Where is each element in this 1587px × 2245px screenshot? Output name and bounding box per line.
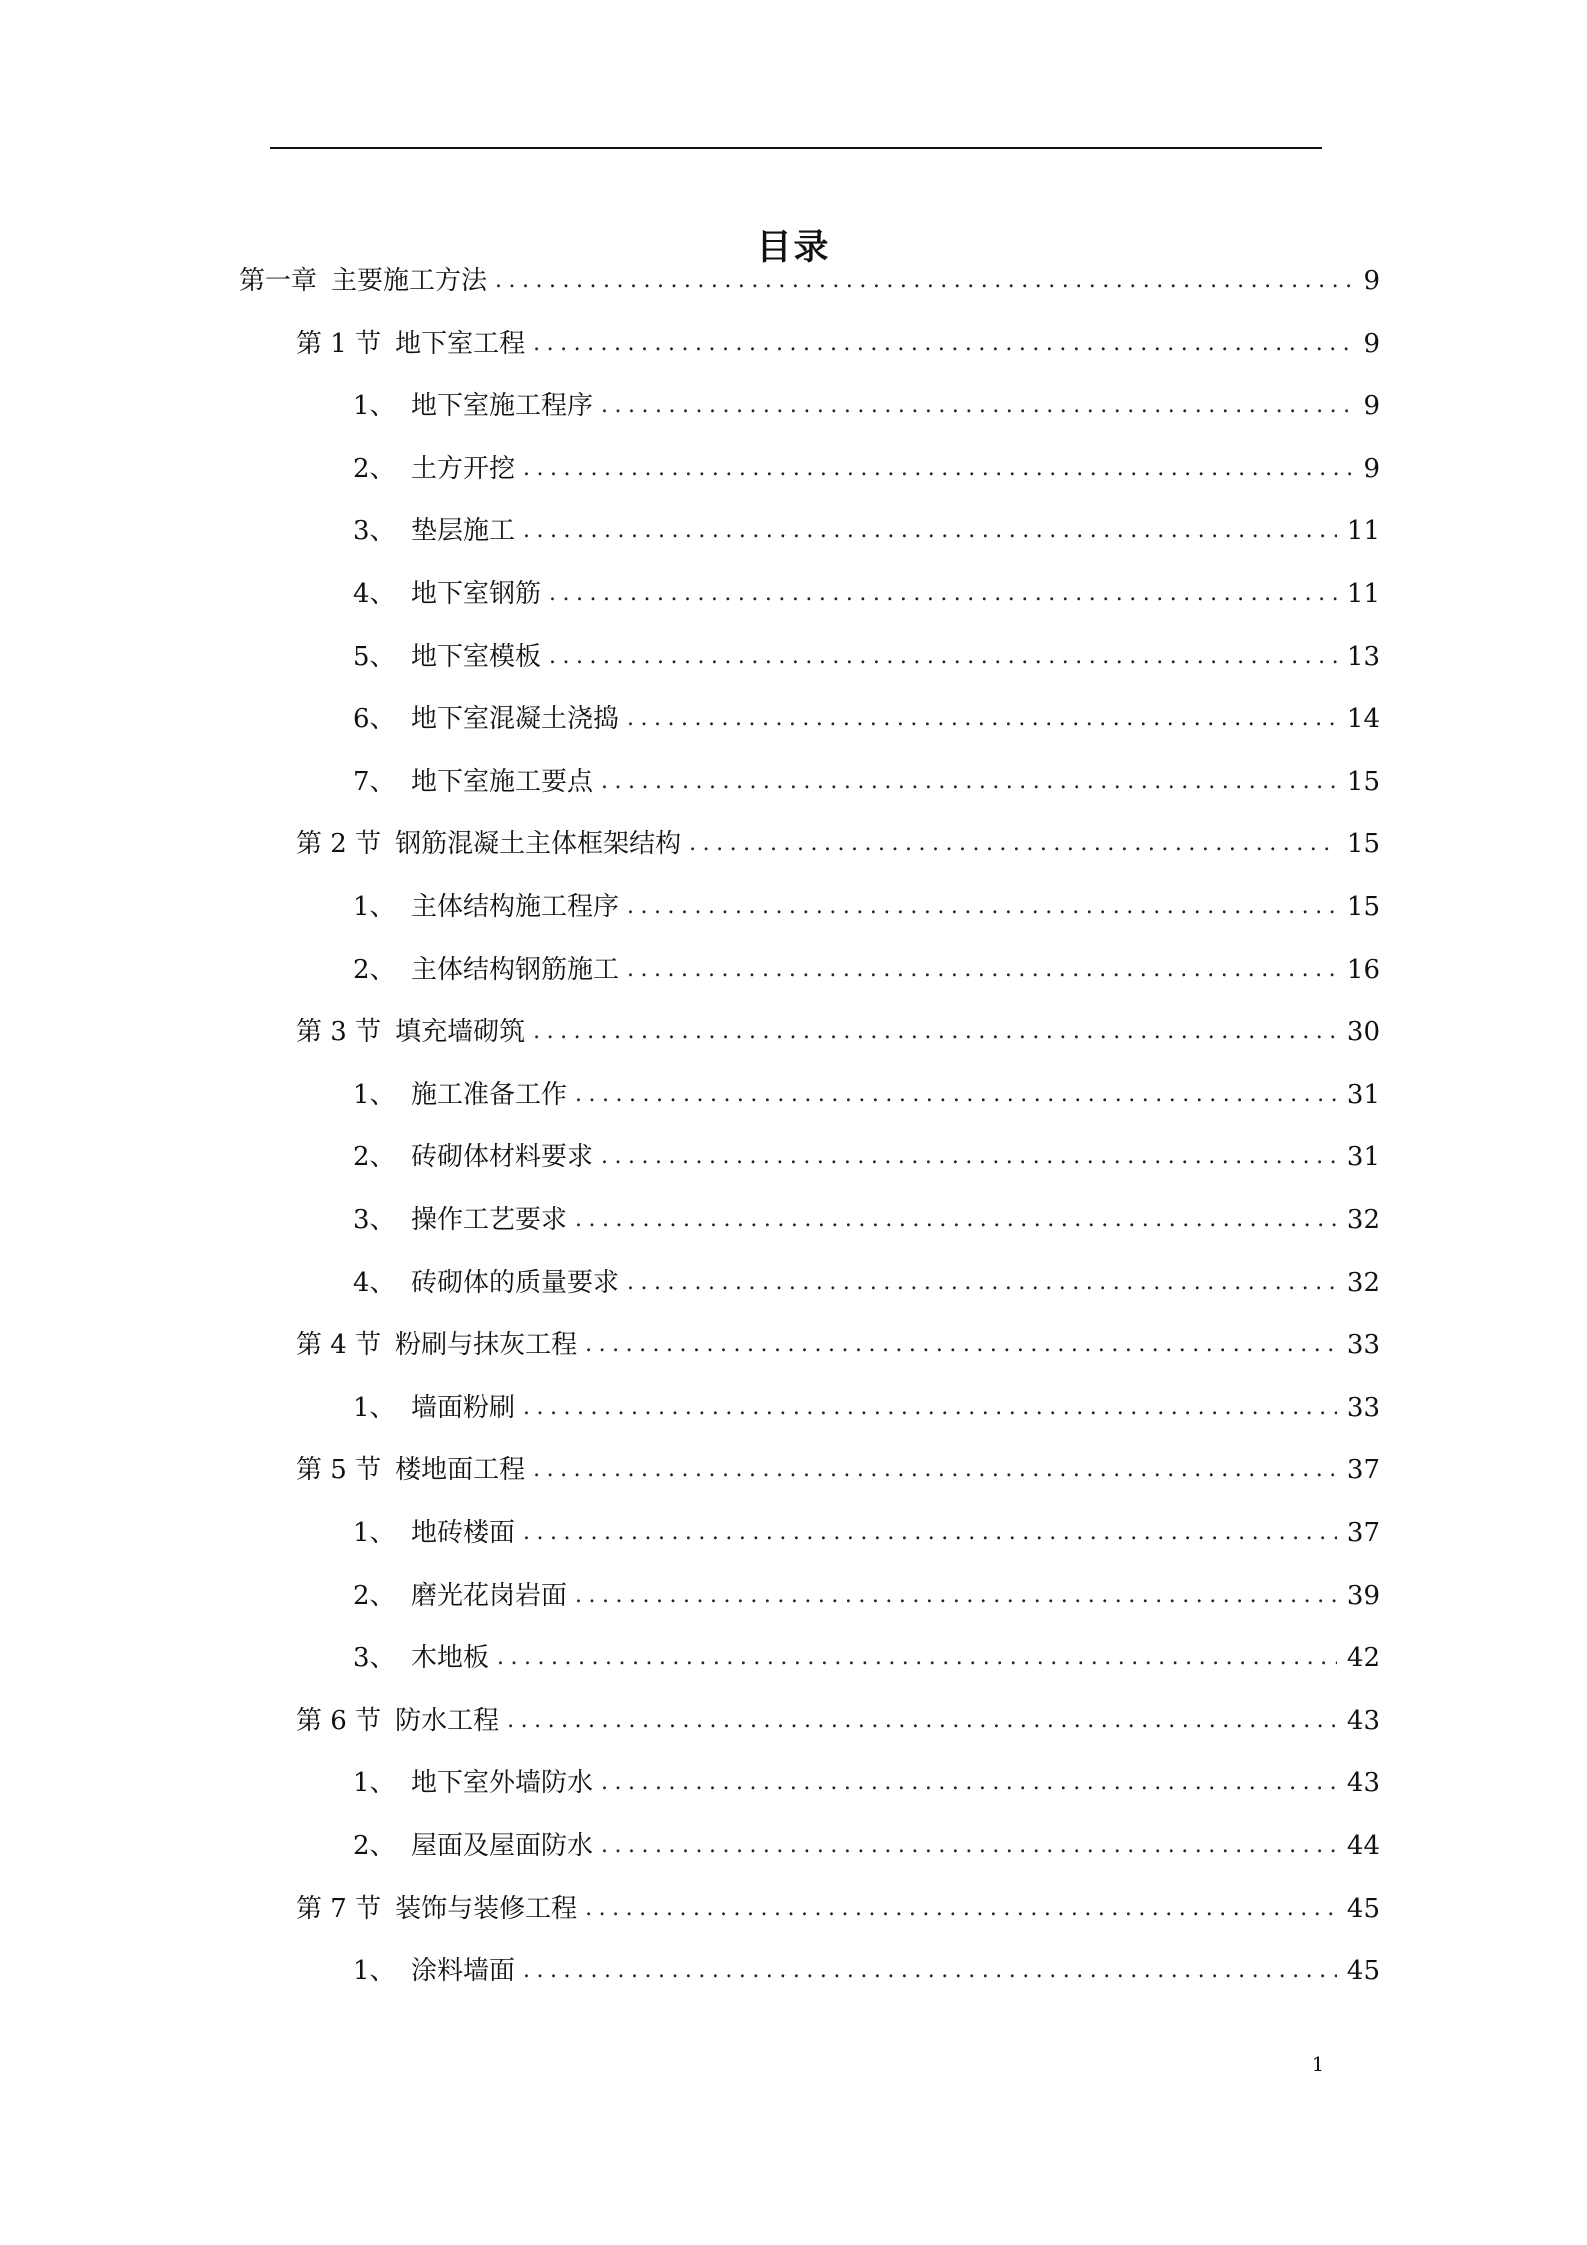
toc-entry-number: 1、 (353, 1956, 396, 1987)
toc-entry[interactable] (353, 1198, 1380, 1242)
toc-entry-number: 第 3 节 (296, 1017, 382, 1048)
toc-dot-leader (601, 1135, 1337, 1179)
toc-entry-text: 施工准备工作 (411, 1079, 568, 1110)
toc-entry-number: 3、 (353, 1205, 396, 1235)
toc-entry[interactable] (296, 1448, 1380, 1492)
toc-dot-leader (601, 1824, 1337, 1868)
toc-entry-text: 粉刷与抹灰工程 (395, 1330, 578, 1361)
toc-entry-text: 装饰与装修工程 (395, 1893, 578, 1924)
toc-dot-leader (495, 259, 1353, 303)
toc-entry-text: 地下室外墙防水 (411, 1768, 594, 1799)
toc-entry-number: 第 5 节 (296, 1455, 382, 1486)
toc-entry[interactable] (353, 1949, 1380, 1993)
toc-entry-page: 33 (1346, 1330, 1380, 1361)
toc-entry-page: 37 (1346, 1518, 1380, 1548)
toc-entry[interactable] (296, 1699, 1380, 1743)
toc-entry-number: 1、 (353, 1768, 396, 1799)
toc-dot-leader (585, 1323, 1337, 1367)
toc-entry-page: 32 (1346, 1205, 1380, 1235)
toc-entry[interactable] (353, 1636, 1380, 1680)
toc-entry[interactable] (353, 1135, 1380, 1179)
toc-entry[interactable] (353, 509, 1380, 553)
toc-dot-leader (627, 885, 1337, 929)
toc-entry-text: 地下室钢筋 (411, 579, 542, 609)
toc-entry-text: 防水工程 (395, 1705, 500, 1736)
toc-entry-page: 30 (1346, 1017, 1380, 1048)
toc-entry-number: 3、 (353, 1643, 396, 1674)
toc-dot-leader (533, 1448, 1337, 1492)
toc-entry-page: 31 (1346, 1079, 1380, 1110)
toc-entry-number: 4、 (353, 1267, 396, 1298)
toc-entry-number: 第 6 节 (296, 1705, 382, 1736)
toc-entry-text: 主要施工方法 (331, 266, 488, 296)
toc-dot-leader (575, 1574, 1337, 1618)
toc-entry-page: 44 (1346, 1831, 1380, 1861)
toc-entry[interactable] (353, 1073, 1380, 1117)
toc-dot-leader (507, 1699, 1337, 1743)
toc-entry-page: 15 (1346, 829, 1380, 860)
toc-entry-page: 15 (1346, 766, 1380, 797)
toc-entry-text: 钢筋混凝土主体框架结构 (395, 829, 682, 860)
toc-dot-leader (627, 1261, 1337, 1305)
toc-entry[interactable] (353, 948, 1380, 992)
toc-dot-leader (523, 447, 1353, 491)
toc-entry[interactable] (296, 322, 1380, 366)
toc-entry-page: 43 (1346, 1768, 1380, 1799)
toc-dot-leader (689, 822, 1337, 866)
toc-title: 目录 (756, 227, 831, 269)
toc-entry-text: 墙面粉刷 (411, 1392, 516, 1423)
toc-entry-number: 1、 (353, 391, 396, 422)
toc-entry-page: 14 (1346, 704, 1380, 735)
toc-entry-page: 39 (1346, 1580, 1380, 1611)
toc-entry-number: 第 4 节 (296, 1330, 382, 1361)
toc-dot-leader (601, 384, 1353, 428)
toc-entry-page: 11 (1346, 579, 1380, 609)
page-number: 1 (1311, 2052, 1325, 2076)
toc-entry-number: 1、 (353, 892, 396, 922)
toc-entry[interactable] (353, 1761, 1380, 1805)
toc-entry-text: 垫层施工 (411, 516, 516, 547)
toc-dot-leader (523, 1949, 1337, 1993)
toc-entry-number: 第 2 节 (296, 829, 382, 860)
toc-entry-page: 43 (1346, 1705, 1380, 1736)
toc-dot-leader (585, 1887, 1337, 1931)
toc-entry-text: 砖砌体材料要求 (411, 1142, 594, 1173)
toc-entry[interactable] (296, 1323, 1380, 1367)
toc-entry-text: 楼地面工程 (395, 1455, 526, 1486)
toc-dot-leader (549, 635, 1337, 679)
toc-entry-text: 地下室施工要点 (411, 766, 594, 797)
toc-dot-leader (533, 322, 1353, 366)
toc-entry[interactable] (353, 1824, 1380, 1868)
toc-entry[interactable] (353, 1574, 1380, 1618)
toc-entry-text: 地下室混凝土浇捣 (411, 704, 620, 735)
toc-dot-leader (575, 1198, 1337, 1242)
toc-entry-number: 2、 (353, 1580, 396, 1611)
toc-entry[interactable] (353, 760, 1380, 804)
toc-entry-text: 地下室工程 (395, 328, 526, 359)
toc-dot-leader (627, 697, 1337, 741)
toc-entry-number: 5、 (353, 641, 396, 672)
toc-entry-page: 45 (1346, 1956, 1380, 1987)
toc-entry[interactable] (353, 1261, 1380, 1305)
toc-dot-leader (549, 572, 1337, 616)
toc-entry-text: 砖砌体的质量要求 (411, 1267, 620, 1298)
toc-entry-number: 2、 (353, 1831, 396, 1861)
toc-entry[interactable] (353, 1511, 1380, 1555)
toc-entry-text: 主体结构施工程序 (411, 892, 620, 922)
toc-dot-leader (601, 1761, 1337, 1805)
toc-entry-number: 1、 (353, 1518, 396, 1548)
toc-entry[interactable] (239, 259, 1380, 303)
toc-entry-page: 16 (1346, 954, 1380, 985)
toc-entry-text: 木地板 (411, 1643, 490, 1674)
toc-entry-page: 9 (1363, 391, 1380, 422)
toc-entry[interactable] (296, 1887, 1380, 1931)
toc-entry-number: 4、 (353, 579, 396, 609)
toc-entry[interactable] (296, 822, 1380, 866)
toc-dot-leader (523, 1386, 1337, 1430)
toc-entry-page: 32 (1346, 1267, 1380, 1298)
toc-entry-page: 42 (1346, 1643, 1380, 1674)
toc-entry-page: 33 (1346, 1392, 1380, 1423)
toc-entry-number: 第 1 节 (296, 328, 382, 359)
toc-entry-page: 31 (1346, 1142, 1380, 1173)
toc-entry-text: 地砖楼面 (411, 1518, 516, 1548)
toc-entry-number: 第一章 (239, 266, 318, 296)
toc-entry-page: 45 (1346, 1893, 1380, 1924)
toc-entry[interactable] (353, 572, 1380, 616)
toc-entry-text: 土方开挖 (411, 453, 516, 484)
toc-entry[interactable] (353, 885, 1380, 929)
toc-entry-number: 2、 (353, 954, 396, 985)
toc-entry-text: 地下室模板 (411, 641, 542, 672)
toc-entry-number: 7、 (353, 766, 396, 797)
toc-entry-text: 屋面及屋面防水 (411, 1831, 594, 1861)
toc-dot-leader (523, 1511, 1337, 1555)
toc-entry-page: 9 (1363, 266, 1380, 296)
toc-dot-leader (601, 760, 1337, 804)
toc-entry-number: 1、 (353, 1392, 396, 1423)
toc-dot-leader (533, 1010, 1337, 1054)
toc-entry-number: 6、 (353, 704, 396, 735)
toc-dot-leader (627, 948, 1337, 992)
toc-entry-text: 地下室施工程序 (411, 391, 594, 422)
toc-entry-page: 15 (1346, 892, 1380, 922)
toc-entry[interactable] (353, 384, 1380, 428)
toc-entry[interactable] (353, 447, 1380, 491)
toc-entry-text: 主体结构钢筋施工 (411, 954, 620, 985)
toc-entry[interactable] (296, 1010, 1380, 1054)
toc-entry-text: 填充墙砌筑 (395, 1017, 526, 1048)
toc-dot-leader (497, 1636, 1337, 1680)
toc-entry-page: 9 (1363, 328, 1380, 359)
toc-entry-number: 2、 (353, 1142, 396, 1173)
toc-entry-text: 涂料墙面 (411, 1956, 516, 1987)
toc-entry[interactable] (353, 1386, 1380, 1430)
toc-entry-number: 第 7 节 (296, 1893, 382, 1924)
toc-entry-number: 3、 (353, 516, 396, 547)
toc-entry-page: 37 (1346, 1455, 1380, 1486)
toc-entry-text: 操作工艺要求 (411, 1205, 568, 1235)
toc-entry-number: 2、 (353, 453, 396, 484)
toc-entry[interactable] (353, 635, 1380, 679)
toc-entry-page: 13 (1346, 641, 1380, 672)
toc-entry-page: 11 (1346, 516, 1380, 547)
toc-entry-text: 磨光花岗岩面 (411, 1580, 568, 1611)
toc-entry[interactable] (353, 697, 1380, 741)
toc-entry-number: 1、 (353, 1079, 396, 1110)
toc-dot-leader (575, 1073, 1337, 1117)
toc-dot-leader (523, 509, 1337, 553)
toc-entry-page: 9 (1363, 453, 1380, 484)
